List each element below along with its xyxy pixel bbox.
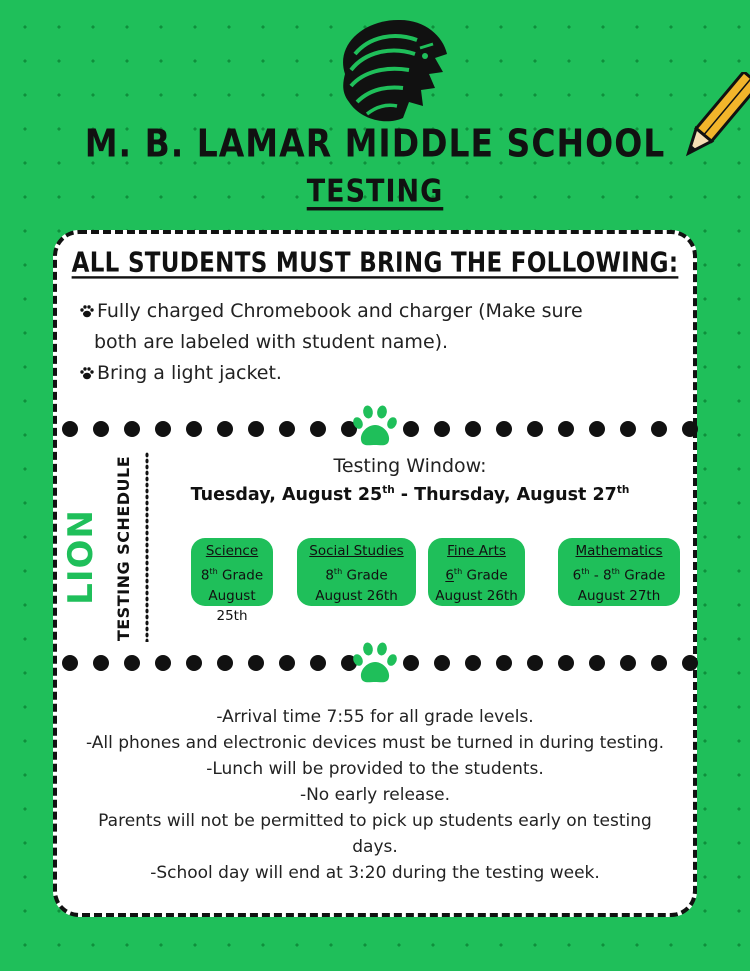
- test-grade: 6th - 8th Grade: [572, 566, 666, 584]
- divider-dot: [465, 421, 481, 437]
- divider-dot: [217, 421, 233, 437]
- divider-dot: [279, 655, 295, 671]
- divider-dot: [558, 421, 574, 437]
- divider-dot: [248, 421, 264, 437]
- divider-dot: [217, 655, 233, 671]
- test-card-social-studies: [297, 538, 416, 606]
- testing-schedule-label: TESTING SCHEDULE: [114, 455, 134, 641]
- school-name-title: M. B. LAMAR MIDDLE SCHOOL: [84, 121, 666, 166]
- bring-item-line: Bring a light jacket.: [97, 362, 282, 384]
- divider-dot: [558, 655, 574, 671]
- divider-dot: [682, 655, 698, 671]
- paw-icon: [80, 367, 94, 380]
- note-line: -School day will end at 3:20 during the testing week.: [150, 863, 600, 883]
- testing-subtitle: TESTING: [306, 173, 444, 210]
- divider-dot: [527, 655, 543, 671]
- test-grade: 6th Grade: [445, 566, 508, 584]
- divider-dot: [620, 421, 636, 437]
- testing-notes: [55, 704, 695, 886]
- divider-dot: [93, 421, 109, 437]
- paw-icon: [352, 403, 398, 449]
- bring-list: [80, 296, 680, 389]
- divider-dot: [93, 655, 109, 671]
- divider-dot: [434, 655, 450, 671]
- divider-dot: [155, 421, 171, 437]
- note-line: days.: [352, 837, 398, 857]
- divider-dot: [434, 421, 450, 437]
- divider-dot: [186, 421, 202, 437]
- note-line: -No early release.: [299, 785, 451, 805]
- divider-dot: [620, 655, 636, 671]
- note-line: Parents will not be permitted to pick up students early on testing: [98, 811, 652, 831]
- divider-dot: [155, 655, 171, 671]
- divider-dot: [589, 655, 605, 671]
- test-subject: Mathematics: [575, 543, 663, 559]
- test-date: August 26th: [315, 587, 398, 604]
- test-card-mathematics: [558, 538, 680, 606]
- test-date: August 26th: [435, 587, 518, 604]
- divider-dot: [496, 421, 512, 437]
- paw-icon: [80, 305, 94, 318]
- list-item: [80, 358, 680, 389]
- test-card-science: [191, 538, 273, 624]
- bring-item-line: Fully charged Chromebook and charger (Make sure: [97, 300, 583, 322]
- divider-dot: [124, 421, 140, 437]
- test-date: August 27th: [577, 587, 661, 604]
- note-line: -Arrival time 7:55 for all grade levels.: [216, 707, 534, 727]
- test-subject: Fine Arts: [447, 543, 506, 559]
- divider-dot: [496, 655, 512, 671]
- divider-dot: [527, 421, 543, 437]
- divider-dot: [186, 655, 202, 671]
- test-grade: 8th Grade: [325, 566, 388, 584]
- divider-dot: [62, 421, 78, 437]
- divider-dot: [310, 421, 326, 437]
- divider-dot: [310, 655, 326, 671]
- test-date: August 25th: [208, 587, 256, 624]
- lion-word: LION: [61, 509, 101, 605]
- note-line: -Lunch will be provided to the students.: [206, 759, 544, 779]
- divider-dot: [124, 655, 140, 671]
- divider-dot: [465, 655, 481, 671]
- paw-icon: [352, 640, 398, 686]
- test-grade: 8th Grade: [200, 566, 264, 584]
- bring-item-line: both are labeled with student name).: [94, 331, 449, 353]
- divider-dot: [403, 655, 419, 671]
- test-subject: Science: [205, 543, 259, 559]
- divider-dot: [589, 421, 605, 437]
- divider-dot: [248, 655, 264, 671]
- divider-dot: [279, 421, 295, 437]
- divider-dot: [651, 655, 667, 671]
- bring-heading: ALL STUDENTS MUST BRING THE FOLLOWING:: [71, 247, 679, 279]
- divider-dot: [651, 421, 667, 437]
- test-card-fine-arts: [428, 538, 525, 606]
- divider-dot: [682, 421, 698, 437]
- vertical-dotted-divider: [145, 452, 149, 642]
- lion-logo-icon: [325, 14, 453, 132]
- testing-window-dates: Tuesday, August 25th - Thursday, August 27th: [190, 484, 630, 505]
- test-subject: Social Studies: [309, 543, 404, 559]
- testing-window-label: Testing Window:: [333, 455, 487, 477]
- divider-dot: [403, 421, 419, 437]
- list-item: [80, 296, 680, 358]
- divider-dot: [62, 655, 78, 671]
- note-line: -All phones and electronic devices must be turned in during testing.: [85, 733, 665, 753]
